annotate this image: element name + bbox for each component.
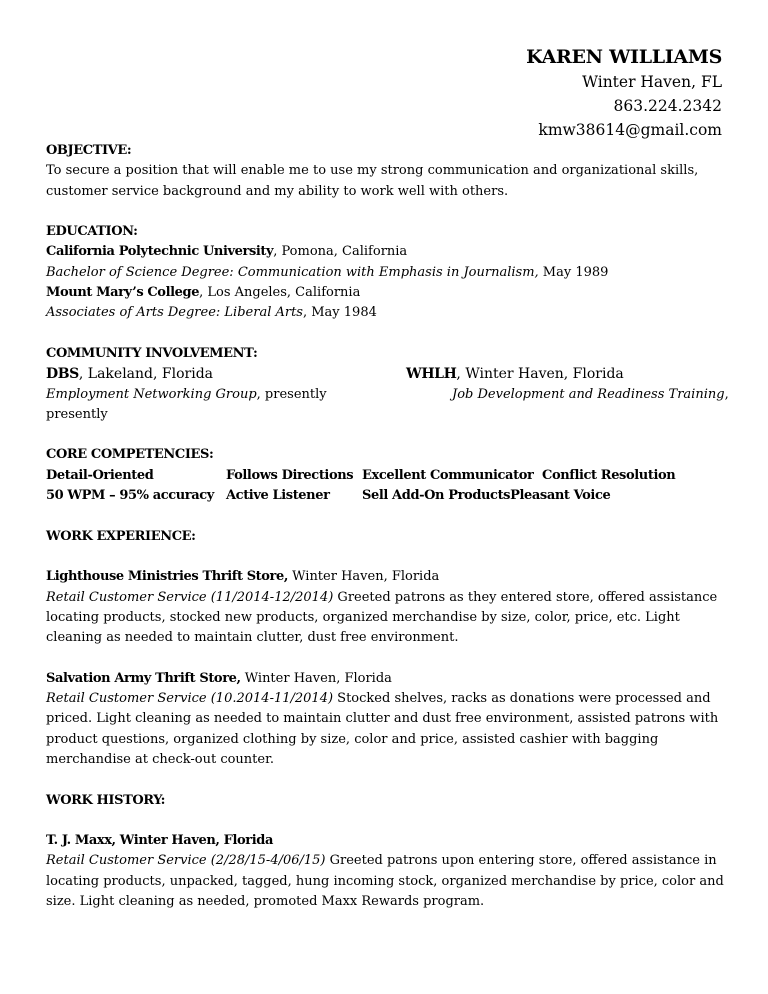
degree-name: Associates of Arts Degree: Liberal Arts xyxy=(46,305,303,321)
job-employer: Salvation Army Thrift Store, xyxy=(46,670,241,686)
community-role-suffix: , presently xyxy=(256,386,327,402)
community-org: DBS xyxy=(46,366,79,383)
job-title: Retail Customer Service (10.2014-11/2014) xyxy=(46,691,334,707)
job-location: Winter Haven, Florida xyxy=(240,670,392,686)
job-description xyxy=(46,588,726,649)
community-org: WHLH xyxy=(406,366,457,383)
job-description xyxy=(46,689,726,770)
education-heading: EDUCATION: xyxy=(46,224,138,240)
objective-text: To secure a position that will enable me to use my strong communication and organizational skills, customer service background and my ability to work well with others. xyxy=(46,163,699,199)
job-title: Retail Customer Service (2/28/15-4/06/15) xyxy=(46,853,326,869)
school-location: , Pomona, California xyxy=(273,244,408,260)
community-roles-row xyxy=(46,385,729,405)
resume-body xyxy=(46,141,729,912)
competency-item: Excellent Communicator xyxy=(362,467,534,483)
job-duties: Stocked shelves, racks as donations were processed and priced. Light cleaning as needed to maintain clutter and dust free environment, assisted patrons with product questions, organized clothing by size, color and price, assisted cashier with bagging merchandise at check-out counter. xyxy=(46,691,719,767)
job-duties: Greeted patrons as they entered store, offered assistance locating products, stocked new products, organized merchandise by size, color, price, etc. Light cleaning as needed to maintain clutter, dust free environment. xyxy=(46,589,718,646)
competencies-heading: CORE COMPETENCIES: xyxy=(46,447,214,463)
education-degree xyxy=(46,263,726,283)
community-org-location: , Lakeland, Florida xyxy=(78,366,214,383)
job-title: Retail Customer Service (11/2014-12/2014) xyxy=(46,589,334,605)
school-name: Mount Mary’s College xyxy=(46,285,200,301)
community-role: Job Development and Readiness Training xyxy=(452,386,725,402)
education-degree xyxy=(46,303,726,323)
competency-item: Active Listener xyxy=(226,488,330,504)
school-name: California Polytechnic University xyxy=(46,244,274,260)
education-entry xyxy=(46,242,726,262)
community-heading: COMMUNITY INVOLVEMENT: xyxy=(46,345,258,361)
job-employer: T. J. Maxx, Winter Haven, Florida xyxy=(46,833,273,849)
contact-header xyxy=(526,44,722,142)
education-entry xyxy=(46,283,726,303)
job-description xyxy=(46,851,726,912)
job-employer-line xyxy=(46,669,726,689)
job-employer: Lighthouse Ministries Thrift Store, xyxy=(46,569,289,585)
candidate-phone: 863.224.2342 xyxy=(613,97,722,115)
candidate-location: Winter Haven, FL xyxy=(582,73,722,91)
competencies-row xyxy=(46,466,726,486)
competency-item: Follows Directions xyxy=(226,467,354,483)
community-org-location: , Winter Haven, Florida xyxy=(456,366,624,383)
degree-date: May 1989 xyxy=(538,264,609,280)
community-role: Employment Networking Group xyxy=(46,386,257,402)
competency-item: Detail-Oriented xyxy=(46,467,154,483)
job-duties: Greeted patrons upon entering store, offered assistance in locating products, unpacked, tagged, hung incoming stock, organized merchandise by price, color and size. Light cleaning as needed, promoted Maxx Rewards program. xyxy=(46,853,724,909)
objective-heading: OBJECTIVE: xyxy=(46,143,132,158)
job-employer-line xyxy=(46,567,726,587)
job-location: Winter Haven, Florida xyxy=(288,569,440,585)
candidate-name: KAREN WILLIAMS xyxy=(526,46,722,68)
competency-item: Sell Add-On Products xyxy=(362,488,511,504)
school-location: , Los Angeles, California xyxy=(199,285,361,301)
community-continuation: presently xyxy=(46,406,108,422)
community-orgs-row xyxy=(46,364,726,384)
work-history-heading: WORK HISTORY: xyxy=(46,792,165,808)
degree-date: , May 1984 xyxy=(302,305,377,321)
degree-name: Bachelor of Science Degree: Communication with Emphasis in Journalism, xyxy=(46,264,539,280)
competencies-row xyxy=(46,486,726,506)
competency-item: 50 WPM – 95% accuracy xyxy=(46,488,214,504)
community-role-suffix: , xyxy=(724,386,729,402)
work-experience-heading: WORK EXPERIENCE: xyxy=(46,528,196,544)
competency-item: Conflict Resolution xyxy=(542,467,676,483)
candidate-email: kmw38614@gmail.com xyxy=(538,121,722,139)
competency-item: Pleasant Voice xyxy=(510,488,611,504)
